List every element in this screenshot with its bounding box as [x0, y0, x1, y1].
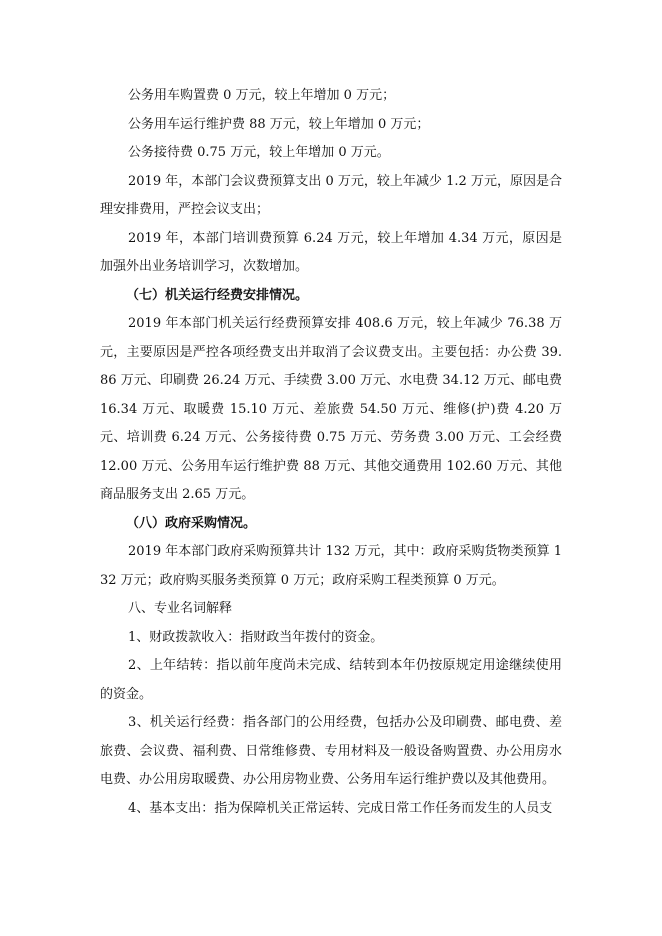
section-heading-operating-expenses: （七）机关运行经费安排情况。 — [126, 287, 309, 303]
paragraph-meeting-fee: 2019 年，本部门会议费预算支出 0 万元，较上年减少 1.2 万元，原因是合理安排费用，严控会议支出； — [100, 173, 562, 217]
glossary-item-basic-expenditure: 4、基本支出：指为保障机关正常运转、完成日常工作任务而发生的人员支 — [128, 800, 553, 816]
section-heading-government-procurement: （八）政府采购情况。 — [126, 515, 257, 531]
paragraph-reception-fee: 公务接待费 0.75 万元，较上年增加 0 万元。 — [128, 145, 390, 160]
paragraph-government-procurement: 2019 年本部门政府采购预算共计 132 万元，其中：政府采购货物类预算 132 万元；政府购买服务类预算 0 万元；政府采购工程类预算 0 万元。 — [100, 544, 562, 588]
glossary-item-fiscal-revenue: 1、财政拨款收入：指财政当年拨付的资金。 — [128, 629, 384, 645]
section-heading-glossary: 八、专业名词解释 — [128, 601, 233, 616]
paragraph-training-fee: 2019 年，本部门培训费预算 6.24 万元，较上年增加 4.34 万元，原因是加强外出业务培训学习，次数增加。 — [100, 230, 562, 274]
paragraph-operating-expenses: 2019 年本部门机关运行经费预算安排 408.6 万元，较上年减少 76.38 万元，主要原因是严控各项经费支出并取消了会议费支出。主要包括：办公费 39.86 万元、印刷费 26.24 万元、手续费 3.00 万元、水电费 34.12 万元、邮电费 16.34 万元、取暖费 15.10 万元、差旅费 54.50 万元、维修(护)费 4.20 万元、培训费 6.24 万元、公务接待费 0.75 万元、劳务费 3.00 万元、工会经费 12.00 万元、公务用车运行维护费 88 万元、其他交通费用 102.60 万元、其他商品服务支出 2.65 万元。 — [100, 316, 562, 502]
document-body — [100, 82, 562, 823]
glossary-item-carryover: 2、上年结转：指以前年度尚未完成、结转到本年仍按原规定用途继续使用的资金。 — [100, 658, 562, 702]
paragraph-vehicle-maintenance: 公务用车运行维护费 88 万元，较上年增加 0 万元； — [128, 116, 430, 132]
paragraph-vehicle-purchase: 公务用车购置费 0 万元，较上年增加 0 万元； — [128, 88, 396, 103]
glossary-item-operating-expenses: 3、机关运行经费：指各部门的公用经费，包括办公及印刷费、邮电费、差旅费、会议费、福利费、日常维修费、专用材料及一般设备购置费、办公用房水电费、办公用房取暖费、办公用房物业费、公务用车运行维护费以及其他费用。 — [100, 715, 562, 787]
